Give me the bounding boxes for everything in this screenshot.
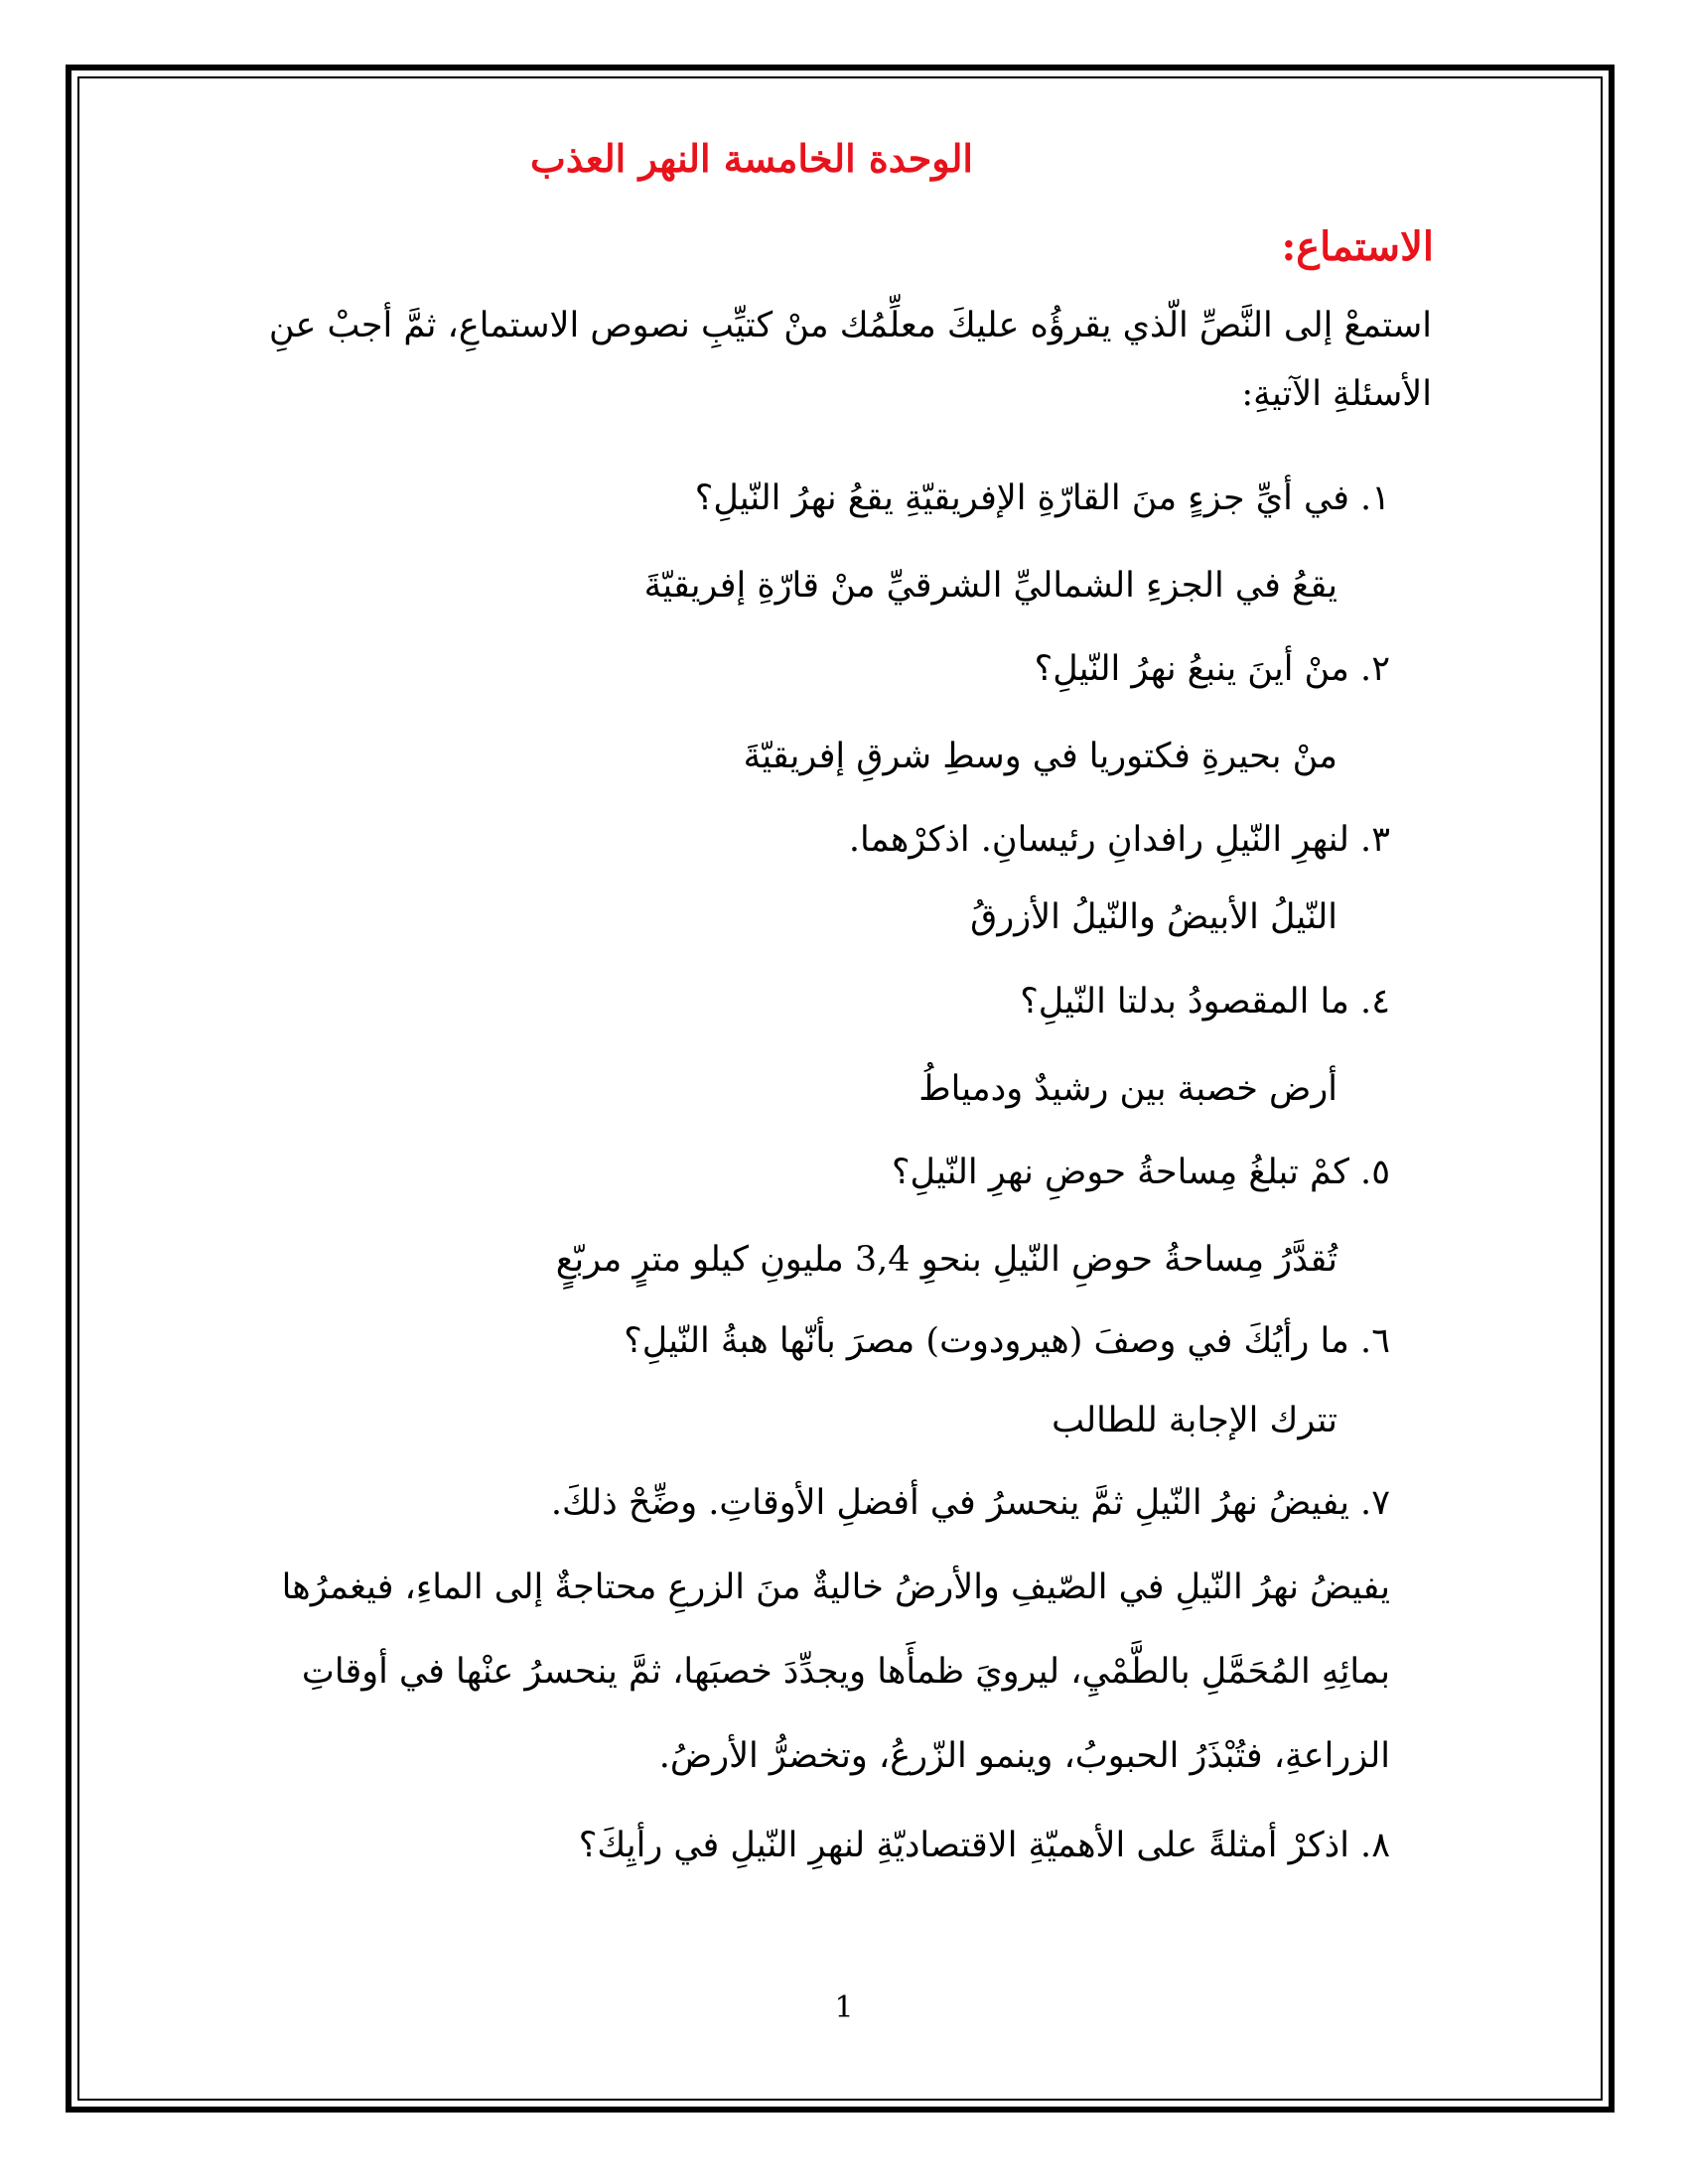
question-3: ٣. لنهرِ النّيلِ رافدانِ رئيسانِ. اذكرْهما. <box>848 820 1390 860</box>
question-4: ٤. ما المقصودُ بدلتا النّيلِ؟ <box>1020 982 1390 1022</box>
answer-1: يقعُ في الجزءِ الشماليِّ الشرقيِّ منْ قارّةِ إفريقيّةَ <box>643 566 1337 606</box>
answer-6: تترك الإجابة للطالب <box>1052 1401 1337 1440</box>
unit-title: الوحدة الخامسة النهر العذب <box>530 136 973 181</box>
instructions-line-2: الأسئلةِ الآتيةِ: <box>1241 374 1432 414</box>
question-1: ١. في أيِّ جزءٍ منَ القارّةِ الإفريقيّةِ يقعُ نهرُ النّيلِ؟ <box>694 478 1390 518</box>
section-heading: الاستماع: <box>1281 223 1434 270</box>
question-7: ٧. يفيضُ نهرُ النّيلِ ثمَّ ينحسرُ في أفضلِ الأوقاتِ. وضِّحْ ذلكَ. <box>550 1483 1390 1523</box>
question-8: ٨. اذكرْ أمثلةً على الأهميّةِ الاقتصاديّةِ لنهرِ النّيلِ في رأيِكَ؟ <box>578 1826 1390 1865</box>
answer-5: تُقدَّرُ مِساحةُ حوضِ النّيلِ بنحوِ 3,4 مليونِ كيلو مترٍ مربّعٍ <box>555 1240 1337 1280</box>
answer-3: النّيلُ الأبيضُ والنّيلُ الأزرقُ <box>970 897 1337 937</box>
answer-7-line-3: الزراعةِ، فتُبْذَرُ الحبوبُ، وينمو الزّرعُ، وتخضرُّ الأرضُ. <box>658 1736 1390 1776</box>
question-5: ٥. كمْ تبلغُ مِساحةُ حوضِ نهرِ النّيلِ؟ <box>891 1153 1390 1192</box>
instructions-line-1: استمعْ إلى النَّصِّ الّذي يقرؤُه عليكَ معلِّمُك منْ كتيِّبِ نصوص الاستماعِ، ثمَّ أجبْ عنِ <box>268 306 1432 345</box>
answer-7-line-1: يفيضُ نهرُ النّيلِ في الصّيفِ والأرضُ خاليةٌ منَ الزرعِ محتاجةٌ إلى الماءِ، فيغمرُها <box>281 1568 1390 1607</box>
answer-7-line-2: بمائِهِ المُحَمَّلِ بالطَّمْيِ، ليرويَ ظمأَها ويجدِّدَ خصبَها، ثمَّ ينحسرُ عنْها في أوقاتِ <box>301 1652 1390 1692</box>
answer-2: منْ بحيرةِ فكتوريا في وسطِ شرقِ إفريقيّةَ <box>743 737 1337 776</box>
page-number: 1 <box>834 1990 854 2025</box>
question-6: ٦. ما رأيُكَ في وصفَ (هيرودوت) مصرَ بأنّها هبةُ النّيلِ؟ <box>624 1321 1390 1361</box>
answer-4: أرض خصبة بين رشيدٌ ودمياطُ <box>918 1069 1337 1109</box>
question-2: ٢. منْ أينَ ينبعُ نهرُ النّيلِ؟ <box>1034 649 1390 689</box>
